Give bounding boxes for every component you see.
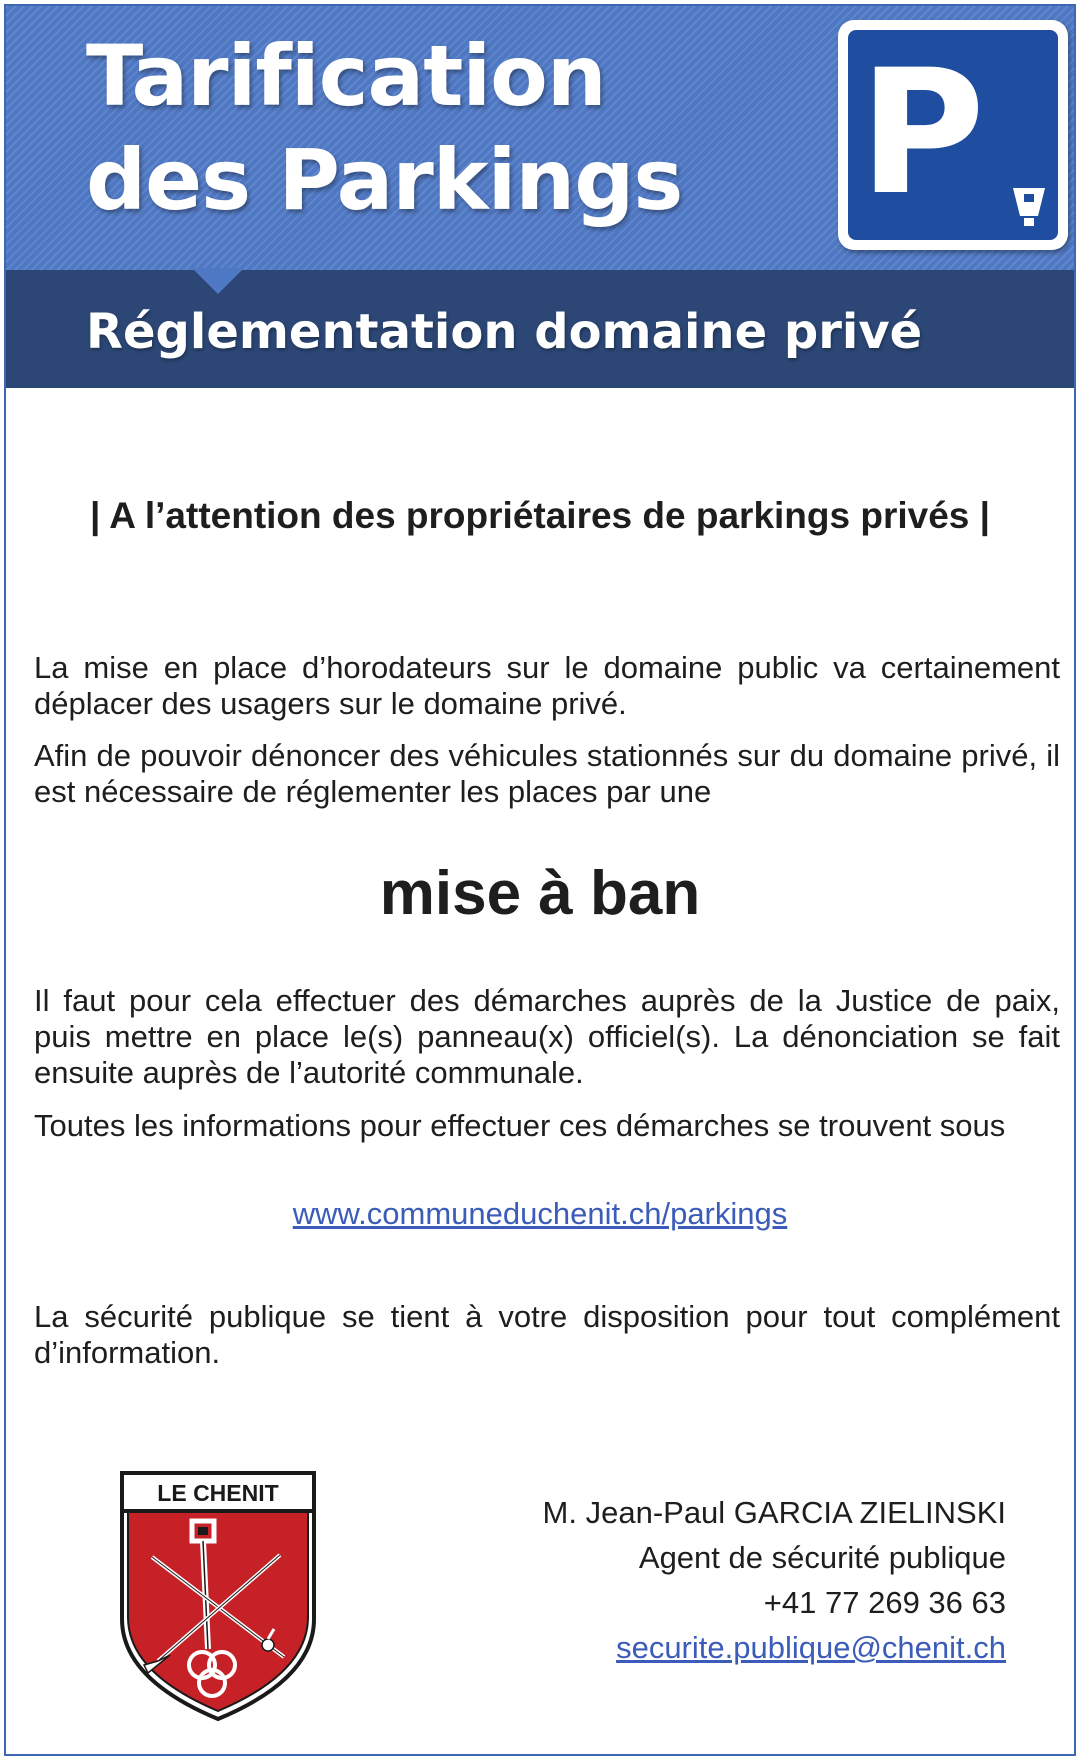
parking-sign-icon xyxy=(838,20,1068,250)
contact-email-link[interactable]: securite.publique@chenit.ch xyxy=(616,1630,1006,1665)
contact-phone: +41 77 269 36 63 xyxy=(763,1585,1006,1620)
page-title: Tarification des Parkings xyxy=(86,27,683,229)
page-subtitle: Réglementation domaine privé xyxy=(86,304,923,360)
contact-role: Agent de sécurité publique xyxy=(638,1540,1006,1575)
le-chenit-crest xyxy=(118,1469,318,1728)
parking-meter-icon xyxy=(1013,188,1045,226)
parkings-link[interactable]: www.communeduchenit.ch/parkings xyxy=(292,1196,788,1231)
header-banner xyxy=(6,6,1074,270)
url-line xyxy=(6,1196,1074,1232)
poster xyxy=(4,4,1076,1756)
contact-block xyxy=(446,1490,1006,1670)
notice-heading: | A l’attention des propriétaires de parkings privés | xyxy=(89,495,991,536)
crest-name: LE CHENIT xyxy=(157,1480,279,1506)
banner-notch xyxy=(192,268,244,294)
highlight-mise-a-ban: mise à ban xyxy=(379,859,701,928)
paragraph-4: Toutes les informations pour effectuer ces démarches se trouvent sous xyxy=(34,1108,1006,1143)
paragraph-5: La sécurité publique se tient à votre disposition pour tout complément d’information. xyxy=(34,1299,1060,1370)
paragraph-3: Il faut pour cela effectuer des démarches auprès de la Justice de paix, puis mettre en place le(s) panneau(x) officiel(s). La dénonciation se fait ensuite auprès de l’autorité communale. xyxy=(34,983,1060,1090)
parking-letter: P xyxy=(858,32,986,233)
paragraph-2: Afin de pouvoir dénoncer des véhicules stationnés sur du domaine privé, il est nécessaire de réglementer les places par une xyxy=(34,738,1060,809)
paragraph-1: La mise en place d’horodateurs sur le domaine public va certainement déplacer des usagers sur le domaine privé. xyxy=(34,650,1060,721)
contact-name: M. Jean-Paul GARCIA ZIELINSKI xyxy=(542,1495,1006,1530)
